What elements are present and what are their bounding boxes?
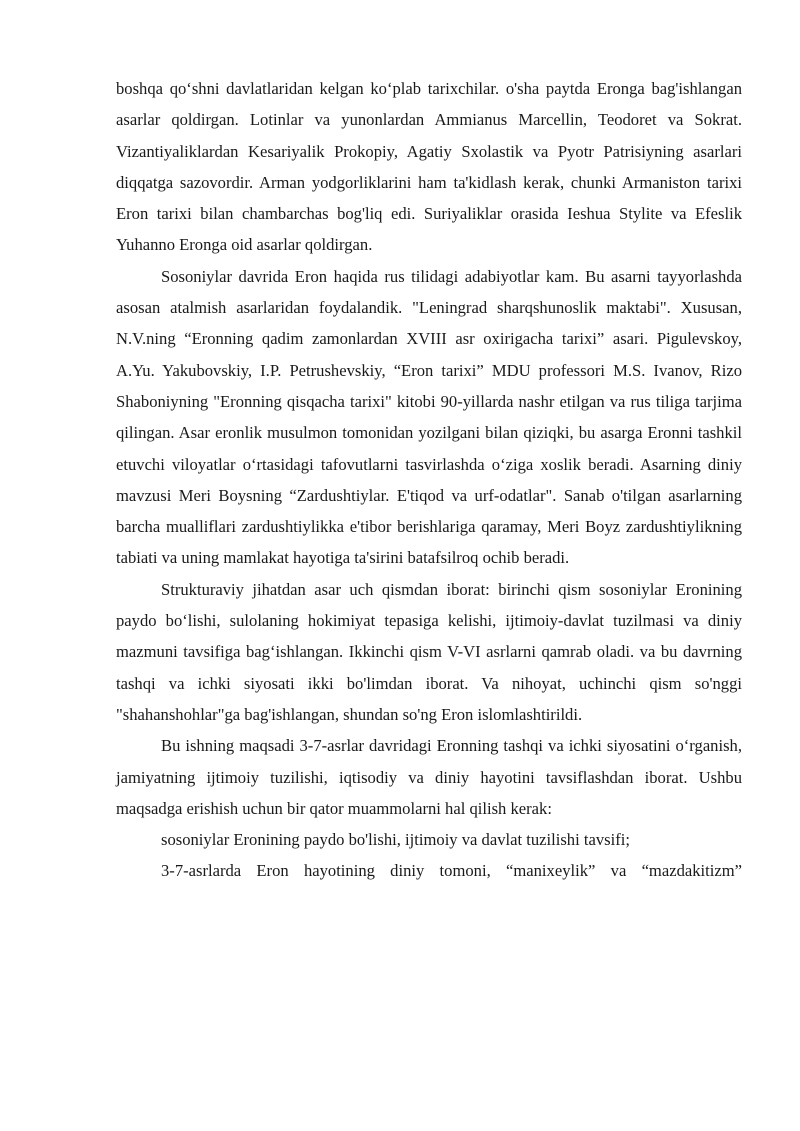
paragraph-2: Sosoniylar davrida Eron haqida rus tilidagi adabiyotlar kam. Bu asarni tayyorlashda asosan atalmish asarlaridan foydalandik. "Leningrad sharqshunoslik maktabi". Xususan, N.V.ning “Eronning qadim zamonlardan XVIII asr oxirigacha tarixi” asari. Pigulevskoy, A.Yu. Yakubovskiy, I.P. Petrushevskiy, “Eron tarixi” MDU professori M.S. Ivanov, Rizo Shaboniyning "Eronning qisqacha tarixi" kitobi 90-yillarda nashr etilgan va rus tiliga tarjima qilingan. Asar eronlik musulmon tomonidan yozilgani bilan qiziqki, bu asarga Eronni tashkil etuvchi viloyatlar o‘rtasidagi tafovutlarni tasvirlashda o‘ziga xoslik beradi. Asarning diniy mavzusi Meri Boysning “Zardushtiylar. E'tiqod va urf-odatlar". Sanab o'tilgan asarlarning barcha mualliflari zardushtiylikka e'tibor berishlariga qaramay, Meri Boyz zardushtiylikning tabiati va uning mamlakat hayotiga ta'sirini batafsilroq ochib beradi. [116, 266, 742, 568]
paragraph-1: boshqa qo‘shni davlatlaridan kelgan ko‘plab tarixchilar. o'sha paytda Eronga bag'ishlangan asarlar qoldirgan. Lotinlar va yunonlardan Ammianus Marcellin, Teodoret va Sokrat. Vizantiyaliklardan Kesariyalik Prokopiy, Agatiy Sxolastik va Pyotr Patrisiyning asarlari diqqatga sazovordir. Arman yodgorliklarini ham ta'kidlash kerak, chunki Armaniston tarixi Eron tarixi bilan chambarchas bog'liq edi. Suriyaliklar orasida Ieshua Stylite va Efeslik Yuhanno Eronga oid asarlar qoldirgan. [116, 79, 742, 255]
list-item: sosoniylar Eronining paydo bo'lishi, ijtimoiy va davlat tuzilishi tavsifi; [161, 830, 630, 850]
list-item: 3-7-asrlarda Eron hayotining diniy tomoni, “manixeylik” va “mazdakitizm” [161, 861, 742, 881]
paragraph-3: Strukturaviy jihatdan asar uch qismdan iborat: birinchi qism sosoniylar Eronining paydo bo‘lishi, sulolaning hokimiyat tepasiga kelishi, ijtimoiy-davlat tuzilmasi va diniy mazmuni tavsifiga bag‘ishlangan. Ikkinchi qism V-VI asrlarni qamrab oladi. va bu davrning tashqi va ichki siyosati ikki bo'limdan iborat. Va nihoyat, uchinchi qism so'nggi "shahanshohlar"ga bag'ishlangan, shundan so'ng Eron islomlashtirildi. [116, 579, 742, 724]
document-page [116, 73, 742, 887]
paragraph-4: Bu ishning maqsadi 3-7-asrlar davridagi Eronning tashqi va ichki siyosatini o‘rganish, jamiyatning ijtimoiy tuzilishi, iqtisodiy va diniy hayotini tavsiflashdan iborat. Ushbu maqsadga erishish uchun bir qator muammolarni hal qilish kerak: [116, 736, 742, 818]
